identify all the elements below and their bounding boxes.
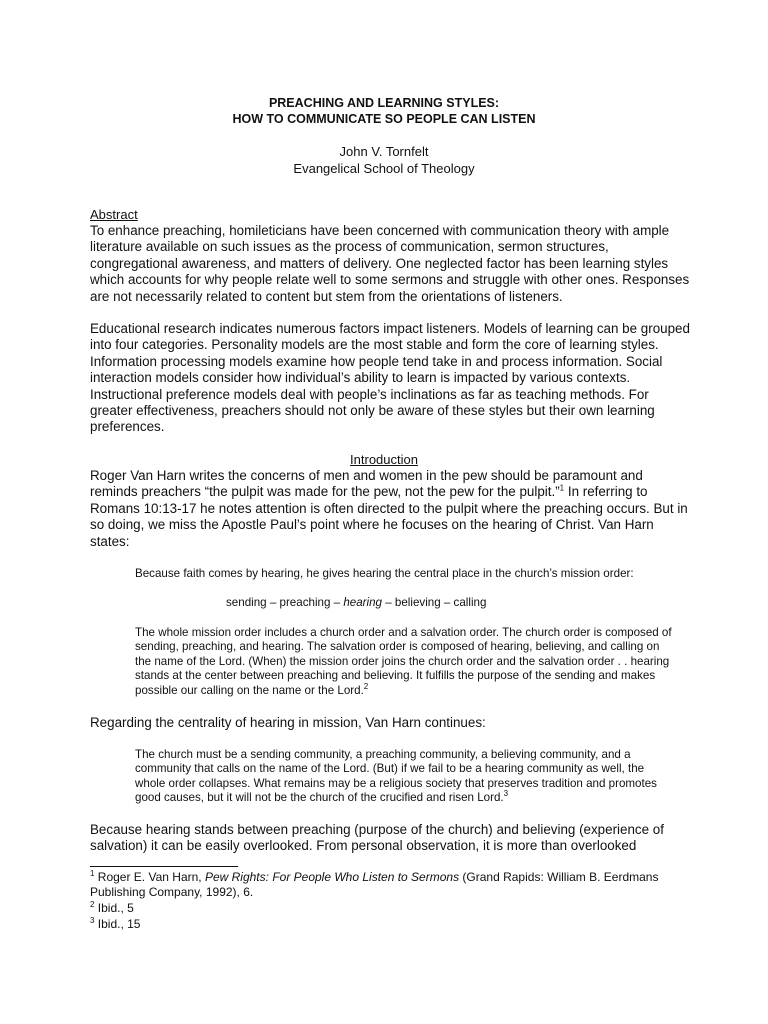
footnote-2-text: Ibid., 5	[94, 901, 134, 915]
footnote-ref-1: 1	[559, 483, 565, 493]
footnote-2-number: 2	[90, 900, 95, 909]
introduction-paragraph-3: Because hearing stands between preaching (purpose of the church) and believing (experience of salvation) it can be easily overlooked. From personal observation, it is more than overlooked	[90, 822, 664, 854]
footnote-3	[90, 917, 690, 932]
introduction-heading: Introduction	[350, 452, 418, 467]
footnote-1	[90, 870, 690, 900]
intro-p1-text: Roger Van Harn writes the concerns of men and women in the pew should be paramount and reminds preachers “the pulpit was made for the pew, not the pew for the pulpit.”	[90, 468, 643, 500]
author-affiliation: Evangelical School of Theology	[293, 161, 475, 176]
abstract-heading: Abstract	[90, 207, 138, 222]
block-quote-2	[135, 748, 675, 806]
block-quote-intro-line: Because faith comes by hearing, he gives hearing the central place in the church’s mission order:	[135, 567, 634, 580]
footnote-1-text: Roger E. Van Harn,	[94, 870, 205, 884]
block-quote-1	[135, 626, 675, 698]
footnote-2	[90, 901, 690, 916]
footnote-3-number: 3	[90, 916, 95, 925]
footnote-ref-2: 2	[363, 681, 369, 691]
author-name: John V. Tornfelt	[339, 144, 429, 159]
footnote-3-text: Ibid., 15	[94, 917, 141, 931]
introduction-paragraph-2: Regarding the centrality of hearing in mission, Van Harn continues:	[90, 715, 486, 730]
title-line-2: HOW TO COMMUNICATE SO PEOPLE CAN LISTEN	[232, 112, 536, 126]
title-line-1: PREACHING AND LEARNING STYLES:	[268, 96, 500, 110]
footnote-1-book-title: Pew Rights: For People Who Listen to Sermons	[204, 870, 460, 884]
mission-order-line	[226, 596, 486, 610]
introduction-paragraph-1	[90, 468, 690, 550]
block-quote-1-text: The whole mission order includes a church order and a salvation order. The church order is composed of sending, preaching, and hearing. The salvation order is composed of hearing, believing, and calling on the name of the Lord. (When) the mission order joins the church order and the salvation order . . hearing stands at the center between preaching and believing. It fulfills the purpose of the sending and makes possible our calling on the name or the Lord.	[135, 626, 672, 697]
footnote-divider	[90, 866, 238, 867]
footnote-1-text-cont: (Grand Rapids: William B. Eerdmans Publishing Company, 1992), 6.	[90, 870, 659, 899]
footnote-1-number: 1	[90, 869, 95, 878]
footnote-ref-3: 3	[503, 789, 509, 799]
abstract-paragraph-1: To enhance preaching, homileticians have been concerned with communication theory with ample literature available on such issues as the process of communication, sermon structures, congregational awareness, and matters of delivery. One neglected factor has been learning styles which accounts for why people relate well to some sermons and struggle with other ones. Responses are not necessarily related to content but stem from the orientations of listeners.	[90, 223, 690, 304]
block-quote-2-text: The church must be a sending community, a preaching community, a believing community, and a community that calls on the name of the Lord. (But) if we fail to be a hearing community as well, the whole order collapses. What remains may be a religious society that preserves tradition and promotes good causes, but it will not be the church of the crucified and risen Lord.	[135, 748, 657, 805]
mission-order-emphasis: hearing	[343, 596, 383, 609]
mission-order-after: – believing – calling	[382, 596, 487, 609]
mission-order-before: sending – preaching –	[226, 596, 344, 609]
intro-p1-text-cont: In referring to Romans 10:13-17 he notes attention is often directed to the pulpit where the preaching occurs. But in so doing, we miss the Apostle Paul’s point where he focuses on the hearing of Christ. Van Harn states:	[90, 484, 688, 549]
abstract-paragraph-2: Educational research indicates numerous factors impact listeners. Models of learning can be grouped into four categories. Personality models are the most stable and form the core of learning styles. Information processing models examine how people tend take in and process information. Social interaction models consider how individual’s ability to learn is impacted by various contexts. Instructional preference models deal with people’s inclinations as far as teaching methods. For greater effectiveness, preachers should not only be aware of these styles but their own learning preferences.	[90, 321, 690, 435]
